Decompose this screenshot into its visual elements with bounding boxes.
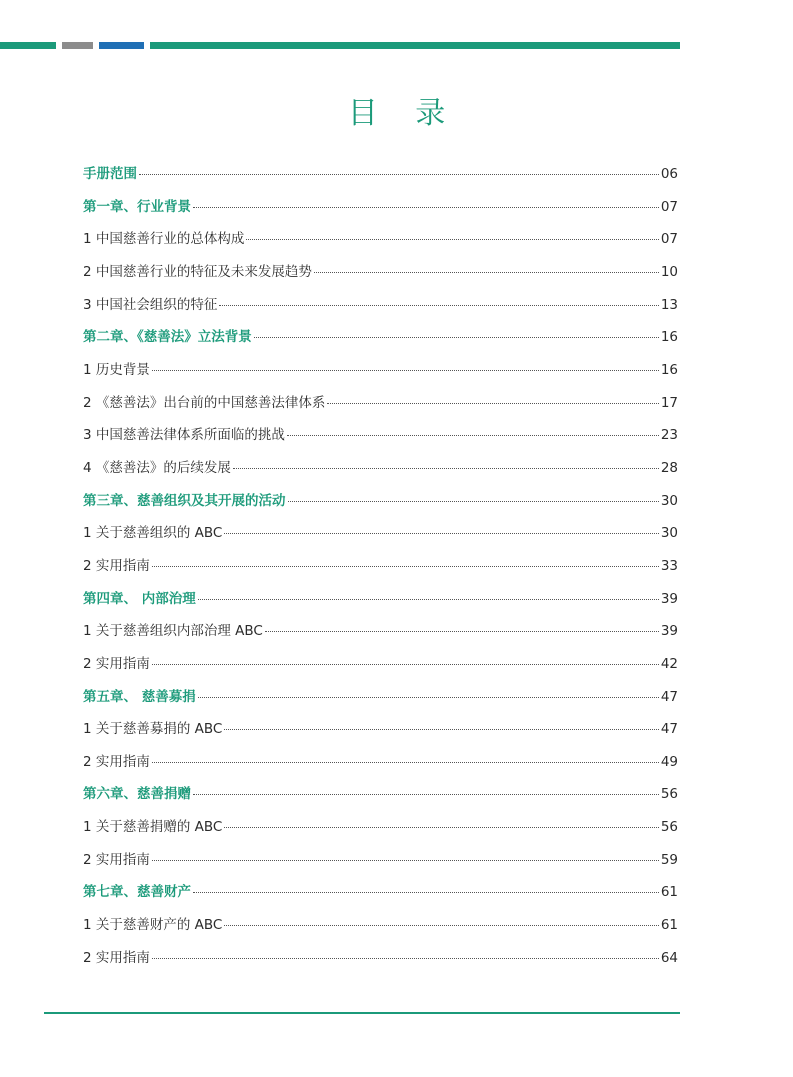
toc-page-number: 10 <box>660 263 678 280</box>
toc-entry[interactable] <box>83 717 678 750</box>
toc-entry-label: 1 关于慈善财产的 ABC <box>83 917 223 934</box>
header-bar-segment-long <box>150 42 680 49</box>
header-bar-segment-gray <box>62 42 93 49</box>
toc-dot-leader <box>224 728 658 730</box>
toc-page-number: 39 <box>660 623 678 640</box>
toc-chapter-entry[interactable] <box>83 325 678 358</box>
toc-entry-label: 第七章、慈善财产 <box>83 884 191 901</box>
toc-entry[interactable] <box>83 293 678 326</box>
toc-entry-label: 手册范围 <box>83 166 137 182</box>
toc-dot-leader <box>327 402 658 404</box>
toc-entry-label: 3 中国社会组织的特征 <box>83 296 218 313</box>
toc-page-number: 61 <box>660 884 678 901</box>
toc-page-number: 39 <box>660 590 678 607</box>
toc-dot-leader <box>193 793 659 795</box>
toc-dot-leader <box>152 369 659 371</box>
toc-page-number: 17 <box>660 394 678 411</box>
toc-page-number: 64 <box>660 949 678 966</box>
toc-page-number: 61 <box>660 917 678 934</box>
toc-dot-leader <box>139 173 659 175</box>
toc-page-number: 49 <box>660 753 678 770</box>
toc-dot-leader <box>198 696 659 698</box>
toc-entry-label: 2 实用指南 <box>83 851 150 868</box>
toc-dot-leader <box>288 500 659 502</box>
toc-page-number: 07 <box>660 198 678 215</box>
toc-dot-leader <box>287 434 659 436</box>
toc-entry[interactable] <box>83 652 678 685</box>
toc-page-number: 42 <box>660 655 678 672</box>
toc-dot-leader <box>152 859 659 861</box>
toc-entry[interactable] <box>83 456 678 489</box>
toc-dot-leader <box>152 565 659 567</box>
toc-entry-label: 2 实用指南 <box>83 557 150 574</box>
toc-entry-label: 1 关于慈善组织内部治理 ABC <box>83 623 263 640</box>
page-title: 目 录 <box>347 96 460 131</box>
header-bar-segment-blue <box>99 42 144 49</box>
toc-dot-leader <box>219 304 658 306</box>
toc-page-number: 47 <box>660 721 678 738</box>
toc-entry-label: 第六章、慈善捐赠 <box>83 786 191 803</box>
toc-page-number: 23 <box>660 427 678 444</box>
toc-entry-label: 第五章、 慈善募捐 <box>83 688 196 705</box>
toc-entry-label: 2 《慈善法》出台前的中国慈善法律体系 <box>83 394 326 411</box>
toc-page-number: 59 <box>660 851 678 868</box>
footer-rule <box>44 1012 680 1014</box>
toc-entry-label: 2 中国慈善行业的特征及未来发展趋势 <box>83 263 312 280</box>
toc-chapter-entry[interactable] <box>83 489 678 522</box>
toc-chapter-entry[interactable] <box>83 685 678 718</box>
toc-chapter-entry[interactable] <box>83 162 678 195</box>
toc-entry-label: 1 中国慈善行业的总体构成 <box>83 231 245 248</box>
toc-dot-leader <box>152 663 659 665</box>
toc-page-number: 13 <box>660 296 678 313</box>
toc-page-number: 16 <box>660 361 678 378</box>
toc-dot-leader <box>198 598 659 600</box>
toc-dot-leader <box>233 467 659 469</box>
toc-dot-leader <box>314 271 659 273</box>
toc-entry-label: 第四章、 内部治理 <box>83 590 196 607</box>
toc-entry[interactable] <box>83 554 678 587</box>
toc-entry-label: 3 中国慈善法律体系所面临的挑战 <box>83 427 285 444</box>
toc-page-number: 30 <box>660 492 678 509</box>
toc-dot-leader <box>265 630 659 632</box>
toc-chapter-entry[interactable] <box>83 880 678 913</box>
toc-entry[interactable] <box>83 946 678 979</box>
toc-entry[interactable] <box>83 521 678 554</box>
toc-chapter-entry[interactable] <box>83 195 678 228</box>
table-of-contents <box>83 162 678 978</box>
toc-dot-leader <box>224 924 658 926</box>
toc-chapter-entry[interactable] <box>83 782 678 815</box>
toc-dot-leader <box>224 532 658 534</box>
toc-dot-leader <box>254 336 659 338</box>
toc-entry[interactable] <box>83 260 678 293</box>
toc-page-number: 30 <box>660 525 678 542</box>
toc-chapter-entry[interactable] <box>83 587 678 620</box>
toc-entry-label: 第一章、行业背景 <box>83 198 191 215</box>
toc-dot-leader <box>246 238 658 240</box>
toc-entry-label: 4 《慈善法》的后续发展 <box>83 459 231 476</box>
toc-entry-label: 第二章、《慈善法》立法背景 <box>83 329 252 346</box>
toc-page-number: 07 <box>660 231 678 248</box>
toc-page-number: 06 <box>660 166 678 182</box>
toc-dot-leader <box>152 957 659 959</box>
toc-entry-label: 第三章、慈善组织及其开展的活动 <box>83 492 286 509</box>
toc-entry[interactable] <box>83 619 678 652</box>
toc-page-number: 28 <box>660 459 678 476</box>
toc-page-number: 56 <box>660 786 678 803</box>
toc-entry[interactable] <box>83 227 678 260</box>
toc-entry-label: 2 实用指南 <box>83 753 150 770</box>
toc-entry[interactable] <box>83 750 678 783</box>
toc-page-number: 56 <box>660 819 678 836</box>
toc-page-number: 33 <box>660 557 678 574</box>
toc-entry-label: 2 实用指南 <box>83 655 150 672</box>
toc-entry-label: 2 实用指南 <box>83 949 150 966</box>
toc-entry[interactable] <box>83 848 678 881</box>
toc-dot-leader <box>152 761 659 763</box>
toc-dot-leader <box>193 891 659 893</box>
toc-entry-label: 1 关于慈善捐赠的 ABC <box>83 819 223 836</box>
toc-entry[interactable] <box>83 358 678 391</box>
toc-page-number: 16 <box>660 329 678 346</box>
toc-entry[interactable] <box>83 815 678 848</box>
toc-entry[interactable] <box>83 913 678 946</box>
toc-page-number: 47 <box>660 688 678 705</box>
toc-dot-leader <box>224 826 658 828</box>
toc-entry[interactable] <box>83 391 678 424</box>
toc-dot-leader <box>193 206 659 208</box>
toc-entry-label: 1 关于慈善募捐的 ABC <box>83 721 223 738</box>
toc-entry[interactable] <box>83 423 678 456</box>
toc-entry-label: 1 关于慈善组织的 ABC <box>83 525 223 542</box>
toc-entry-label: 1 历史背景 <box>83 361 150 378</box>
header-bar-segment-green <box>0 42 56 49</box>
